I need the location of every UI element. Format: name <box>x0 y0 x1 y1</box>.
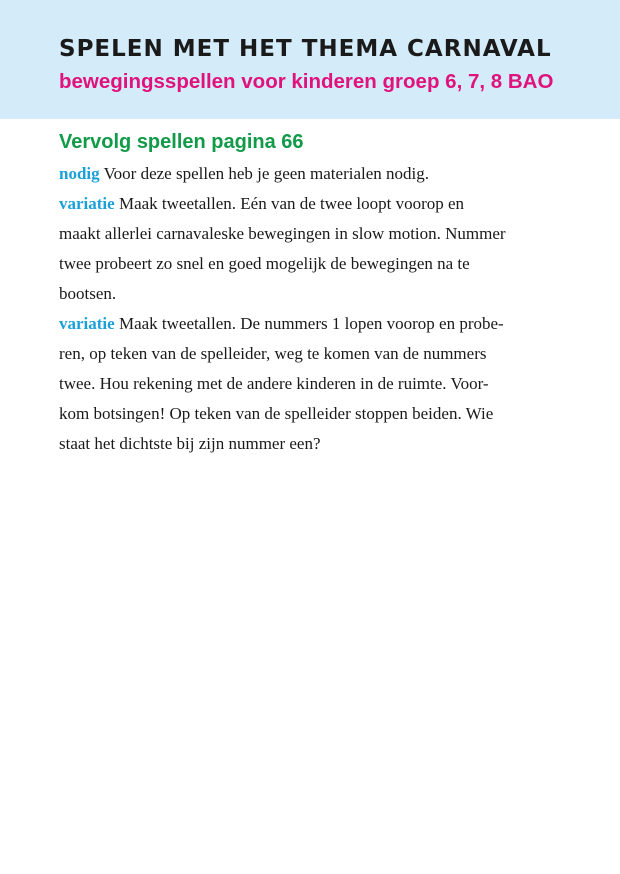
text-line: twee probeert zo snel en goed mogelijk de bewegingen na te <box>59 254 470 273</box>
page-title: SPELEN MET HET THEMA CARNAVAL <box>59 36 552 62</box>
text-line: ren, op teken van de spelleider, weg te komen van de nummers <box>59 344 487 363</box>
text-line: bootsen. <box>59 284 117 303</box>
paragraph-label: variatie <box>59 194 115 213</box>
paragraph-text: Maak tweetallen. De nummers 1 lopen voorop en probe- <box>118 314 504 333</box>
text-line <box>59 309 564 339</box>
text-line: twee. Hou rekening met de andere kinderen in de ruimte. Voor- <box>59 374 489 393</box>
text-line: maakt allerlei carnavaleske bewegingen in slow motion. Nummer <box>59 224 506 243</box>
paragraph-label: nodig <box>59 164 100 183</box>
paragraph-label: variatie <box>59 314 115 333</box>
page-subtitle: bewegingsspellen voor kinderen groep 6, 7, 8 BAO <box>59 70 554 93</box>
text-line: kom botsingen! Op teken van de spelleider stoppen beiden. Wie <box>59 404 494 423</box>
body-text <box>59 159 564 459</box>
section-heading: Vervolg spellen pagina 66 <box>59 131 304 153</box>
text-line: staat het dichtste bij zijn nummer een? <box>59 434 321 453</box>
paragraph-text: Maak tweetallen. Eén van de twee loopt voorop en <box>118 194 465 213</box>
text-line <box>59 159 564 189</box>
paragraph-text: Voor deze spellen heb je geen materialen nodig. <box>103 164 429 183</box>
text-line <box>59 189 564 219</box>
